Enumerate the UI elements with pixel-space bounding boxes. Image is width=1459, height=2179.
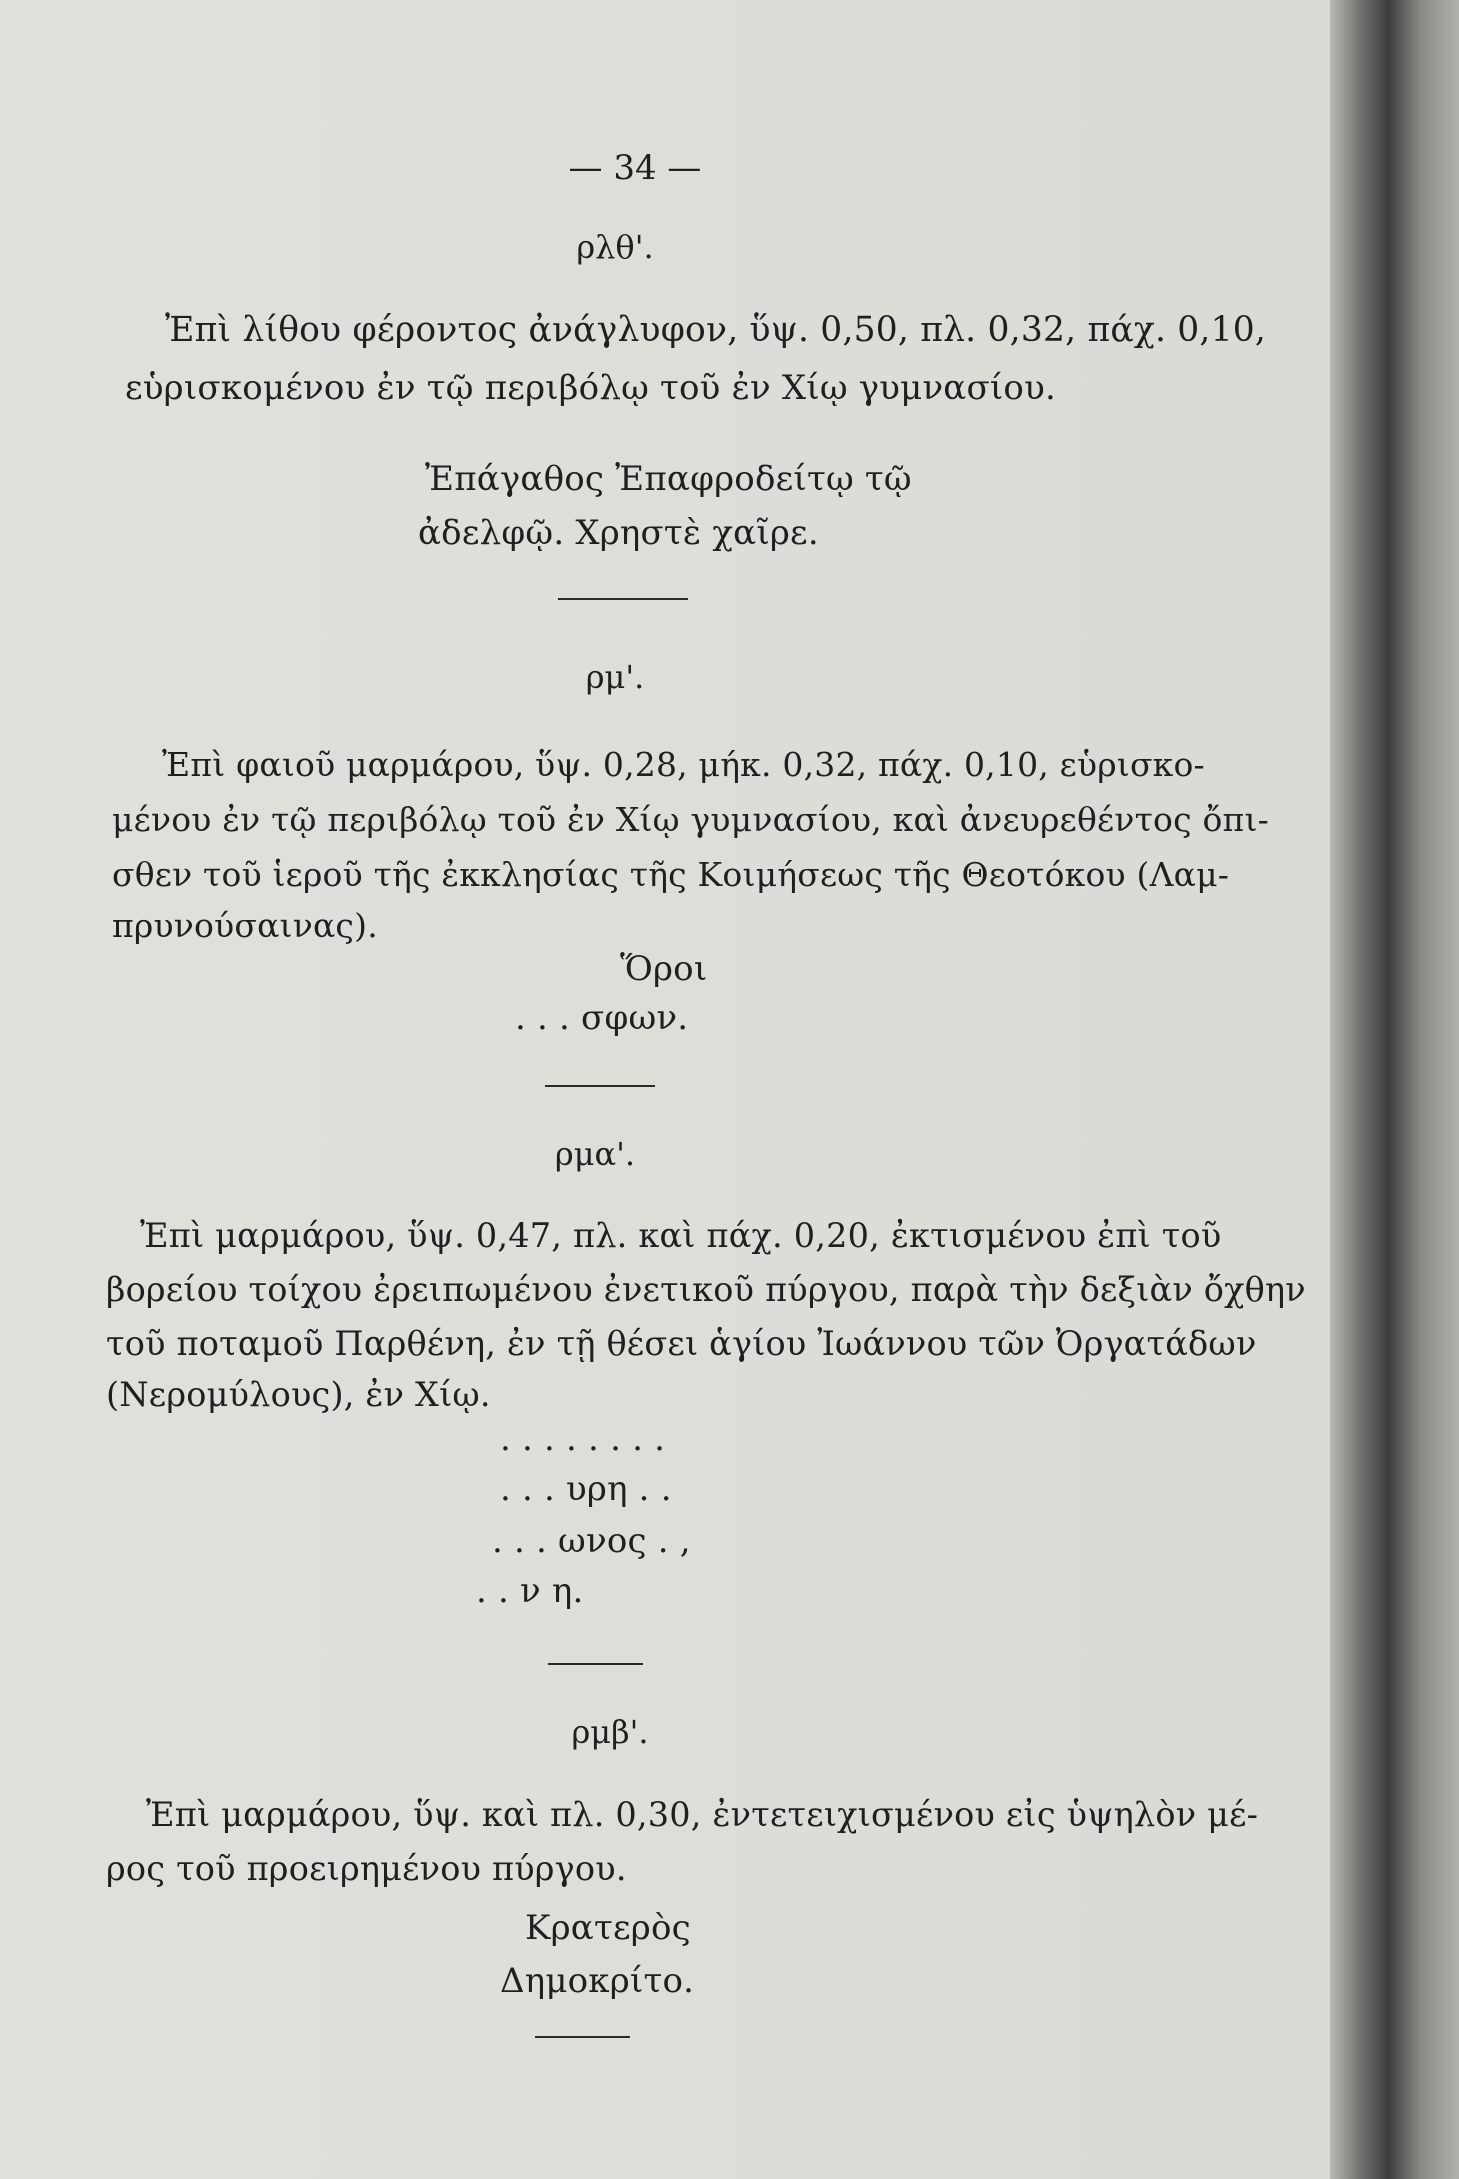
description-line: βορείου τοίχου ἐρειπωμένου ἐνετικοῦ πύργου, παρὰ τὴν δεξιὰν ὄχθην [106,1270,1306,1309]
description-line: εὑρισκομένου ἐν τῷ περιβόλῳ τοῦ ἐν Χίῳ γυμνασίου. [125,368,1056,408]
description-line: Ἐπὶ μαρμάρου, ὕψ. καὶ πλ. 0,30, ἐντετειχισμένου εἰς ὑψηλὸν μέ- [146,1795,1259,1834]
description-line: Ἐπὶ λίθου φέροντος ἀνάγλυφον, ὕψ. 0,50, πλ. 0,32, πάχ. 0,10, [165,310,1267,350]
inscription-line: Κρατερὸς [525,1908,691,1948]
page-number: — 34 — [568,148,702,188]
section-heading-rlth: ρλθ'. [576,228,654,266]
section-heading-rmv: ρμβ'. [571,1713,649,1751]
inscription-line: Ἐπάγαθος Ἐπαφροδείτῳ τῷ [425,459,912,499]
description-line: Ἐπὶ φαιοῦ μαρμάρου, ὕψ. 0,28, μήκ. 0,32, πάχ. 0,10, εὑρισκο- [162,745,1205,784]
inscription-line: Ὅροι [620,949,708,989]
inscription-line: . . . υρη . . [500,1469,672,1509]
section-divider [535,2036,630,2038]
description-line: (Νερομύλους), ἐν Χίῳ. [106,1375,491,1414]
inscription-line: . . . . . . . . [500,1419,666,1459]
description-line: ρος τοῦ προειρημένου πύργου. [106,1849,627,1888]
section-heading-rm: ρμ'. [585,658,645,696]
description-line: Ἐπὶ μαρμάρου, ὕψ. 0,47, πλ. καὶ πάχ. 0,20, ἐκτισμένου ἐπὶ τοῦ [140,1216,1222,1255]
inscription-line: ἀδελφῷ. Χρηστὲ χαῖρε. [418,513,819,553]
section-divider [558,598,688,600]
inscription-line: . . . ωνος . , [492,1521,691,1561]
description-line: σθεν τοῦ ἱεροῦ τῆς ἐκκλησίας τῆς Κοιμήσεως τῆς Θεοτόκου (Λαμ- [112,855,1230,894]
section-heading-rma: ρμα'. [554,1135,636,1173]
section-divider [548,1663,643,1665]
section-divider [545,1085,655,1087]
description-line: μένου ἐν τῷ περιβόλῳ τοῦ ἐν Χίῳ γυμνασίου, καὶ ἀνευρεθέντος ὄπι- [112,800,1269,839]
book-spine-shadow [1330,0,1459,2179]
description-line: πρυνούσαινας). [112,906,378,945]
inscription-line: . . ν η. [476,1571,584,1611]
inscription-line: . . . σφων. [515,998,689,1038]
inscription-line: Δημοκρίτο. [500,1961,695,2001]
description-line: τοῦ ποταμοῦ Παρθένη, ἐν τῇ θέσει ἁγίου Ἰωάννου τῶν Ὀργατάδων [106,1324,1257,1363]
